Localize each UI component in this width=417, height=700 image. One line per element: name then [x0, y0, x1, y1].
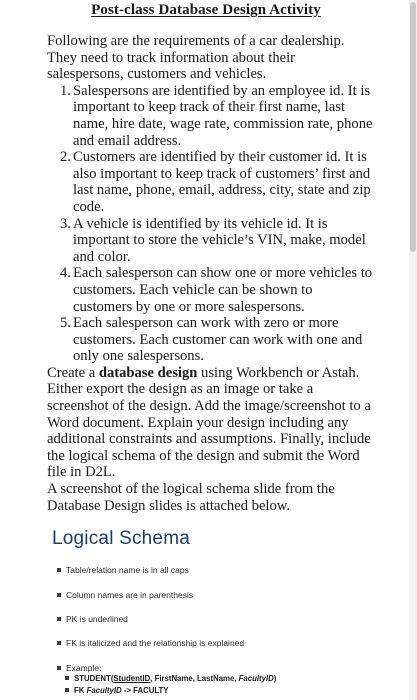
slide-title: Logical Schema [52, 528, 190, 549]
attachment-note: A screenshot of the logical schema slide from the Database Design slides is attached below. [47, 481, 335, 514]
instructions-text-end: using Workbench or Astah. Either export the design as an image or take a screenshot of the design. Add the image/screenshot to a Word document. Explain your design including any additional constraints and assumptions. Finally, include the logical schema of the design and submit the Word file in D2L. [47, 364, 371, 481]
slide-bullet [57, 638, 244, 648]
schema-columns: , FirstName, LastName, [150, 674, 239, 683]
list-item [47, 315, 373, 365]
list-item-number: 2. [60, 149, 71, 166]
document-title: Post-class Database Design Activity [91, 2, 321, 18]
instructions-paragraph [47, 365, 373, 481]
vertical-scrollbar[interactable] [409, 0, 417, 700]
slide-example-fk [65, 686, 169, 695]
slide-bullet [57, 565, 189, 575]
list-item-number: 3. [60, 215, 71, 232]
logical-schema-slide-image [47, 524, 375, 700]
list-item-text: Each salesperson can work with zero or more customers. Each customer can work with one and only one salespersons. [73, 315, 363, 365]
list-item-text: A vehicle is identified by its vehicle id. It is important to store the vehicle’s VIN, make, model and color. [73, 215, 366, 265]
list-item-number: 4. [60, 265, 71, 282]
list-item [47, 149, 373, 215]
bullet-square-icon [57, 568, 61, 572]
bullet-square-icon [65, 688, 69, 692]
slide-bullet-text: Table/relation name is in all caps [66, 565, 189, 575]
fk-name: FacultyID [86, 686, 122, 695]
schema-primary-key: StudentID [113, 674, 151, 683]
list-item-text: Customers are identified by their customer id. It is also important to keep track of customers’ first and last name, phone, email, address, city, state and zip code. [73, 149, 371, 215]
list-item-number: 1. [60, 82, 71, 99]
slide-bullet [57, 590, 193, 600]
scrollbar-thumb[interactable] [410, 2, 416, 252]
list-item [47, 216, 373, 266]
intro-paragraph: Following are the requirements of a car dealership. They need to track information about their salespersons, customers and vehicles. [47, 33, 345, 83]
bullet-square-icon [57, 641, 61, 645]
fk-prefix: FK [74, 686, 87, 695]
schema-close-paren: ) [273, 674, 277, 683]
slide-bullet-text: Column names are in parenthesis [66, 590, 194, 600]
bullet-square-icon [57, 617, 61, 621]
slide-bullet-text: Example: [66, 663, 102, 673]
slide-bullet-text: PK is underlined [66, 614, 128, 624]
slide-bullet [57, 663, 101, 673]
schema-foreign-key: FacultyID [238, 674, 274, 683]
bullet-square-icon [57, 666, 61, 670]
slide-bullet-text: FK is italicized and the relationship is explained [66, 638, 245, 648]
instructions-emphasis: database design [98, 364, 198, 381]
slide-example-schema [65, 674, 276, 683]
list-item-text: Each salesperson can show one or more vehicles to customers. Each vehicle can be shown to customers by one or more salespersons. [73, 265, 373, 315]
bullet-square-icon [65, 676, 69, 680]
document-body [47, 33, 373, 514]
bullet-square-icon [57, 593, 61, 597]
instructions-text-start: Create a [47, 364, 99, 381]
list-item-text: Salespersons are identified by an employee id. It is important to keep track of their first name, last name, hire date, wage rate, commission rate, phone and email address. [73, 82, 373, 149]
slide-bullet [57, 614, 128, 624]
list-item [47, 265, 373, 315]
schema-table-name: STUDENT( [74, 674, 114, 683]
list-item [47, 83, 373, 149]
requirements-list [47, 83, 373, 365]
fk-reference: -> FACULTY [121, 686, 169, 695]
list-item-number: 5. [60, 315, 71, 332]
